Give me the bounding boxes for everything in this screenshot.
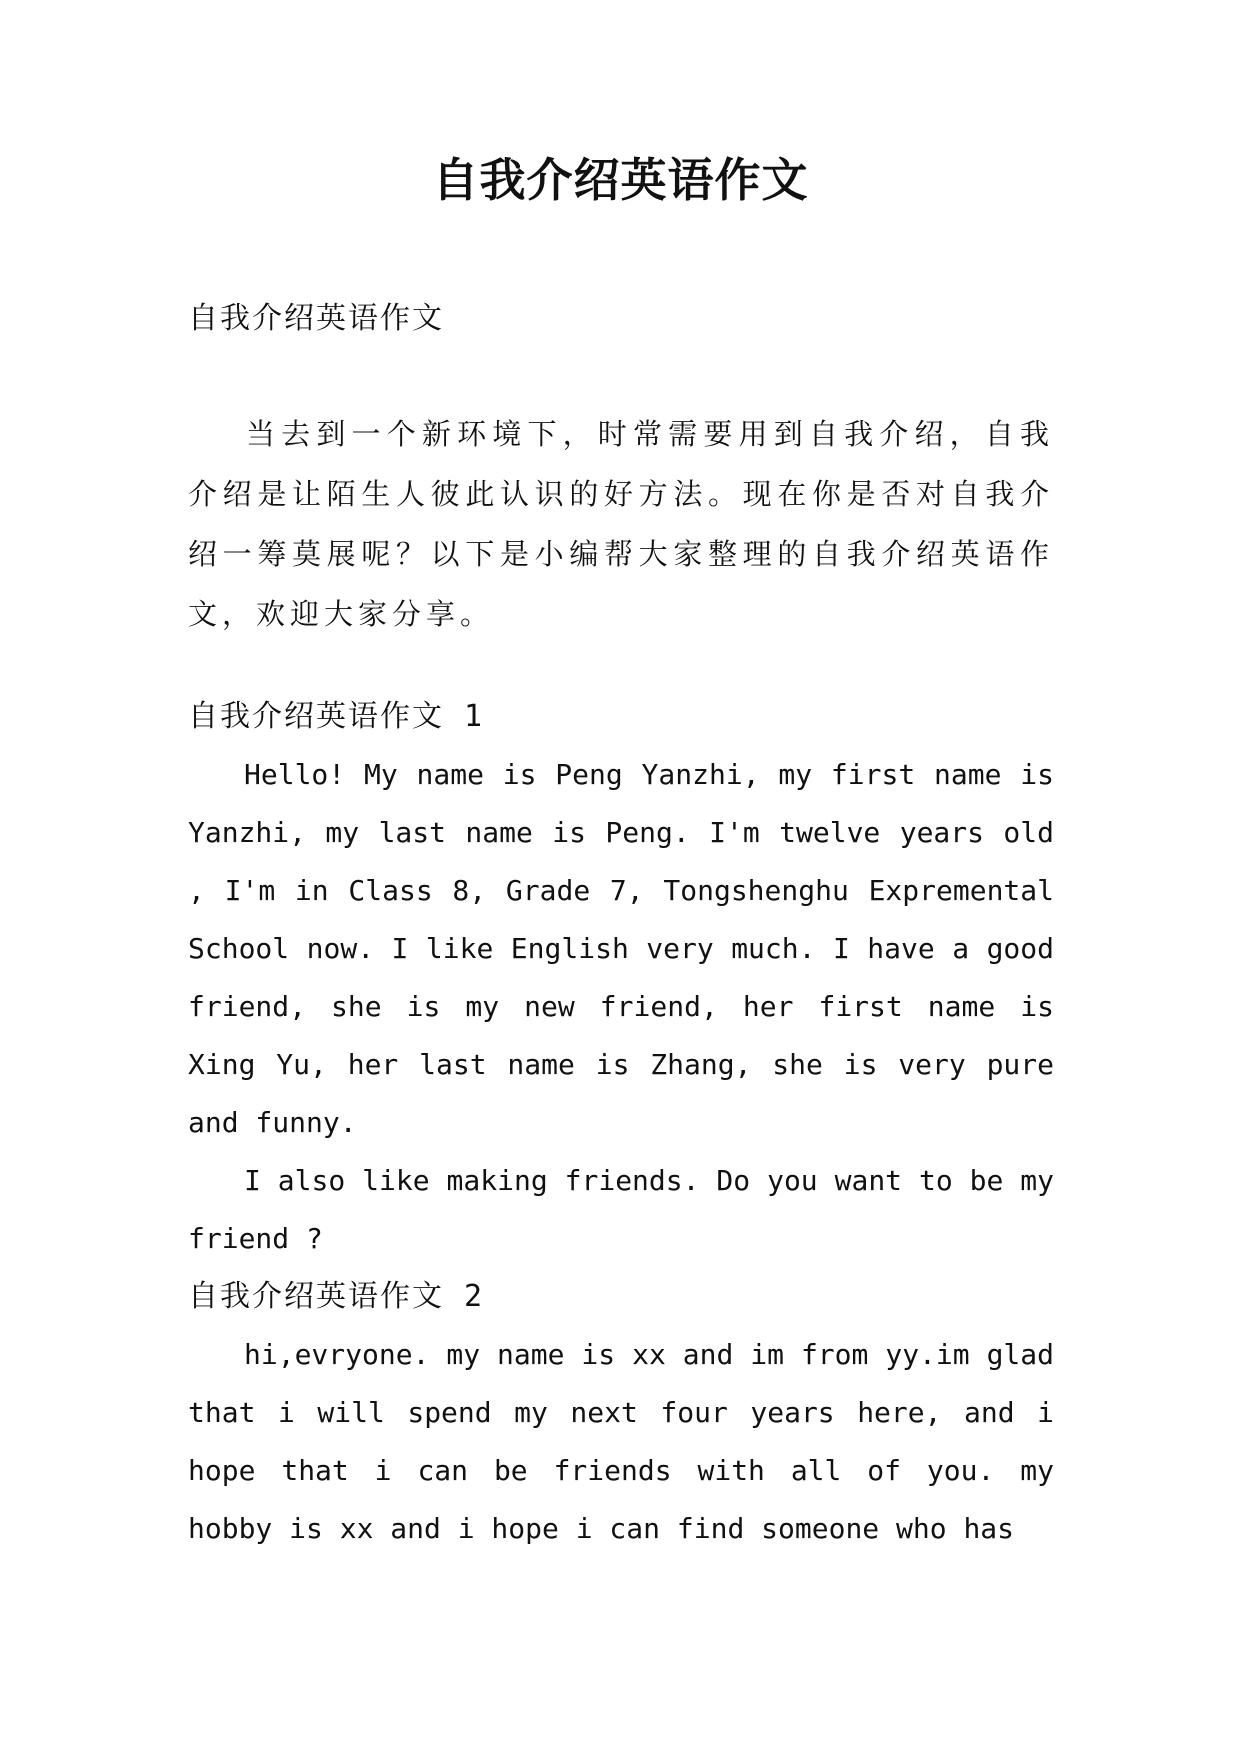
essay-paragraph: hi,evryone. my name is xx and im from yy.im glad that i will spend my next four years here, and i hope that i can be friends with all of you. my hobby is xx and i hope i can find someone who has — [188, 1338, 1054, 1545]
essay-section-2 — [188, 1268, 1054, 1558]
essay-paragraph: Hello! My name is Peng Yanzhi, my first name is Yanzhi, my last name is Peng. I'm twelve years old , I'm in Class 8, Grade 7, Tongshenghu Expremental School now. I like English very much. I have a good friend, she is my new friend, her first name is Xing Yu, her last name is Zhang, she is very pure and funny. — [188, 758, 1054, 1139]
section-heading: 自我介绍英语作文 1 — [188, 699, 485, 734]
section-heading: 自我介绍英语作文 2 — [188, 1279, 485, 1314]
document-subtitle: 自我介绍英语作文 — [188, 301, 444, 336]
document-title: 自我介绍英语作文 — [432, 153, 809, 207]
spacer — [188, 644, 1054, 688]
essay-section-1 — [188, 688, 1054, 1268]
intro-paragraph: 当去到一个新环境下，时常需要用到自我介绍，自我介绍是让陌生人彼此认识的好方法。现在你是否对自我介绍一筹莫展呢？以下是小编帮大家整理的自我介绍英语作文，欢迎大家分享。 — [188, 417, 1054, 631]
essay-paragraph: I also like making friends. Do you want to be my friend ? — [188, 1164, 1054, 1255]
spacer — [188, 348, 1054, 404]
document-body — [188, 290, 1054, 1558]
